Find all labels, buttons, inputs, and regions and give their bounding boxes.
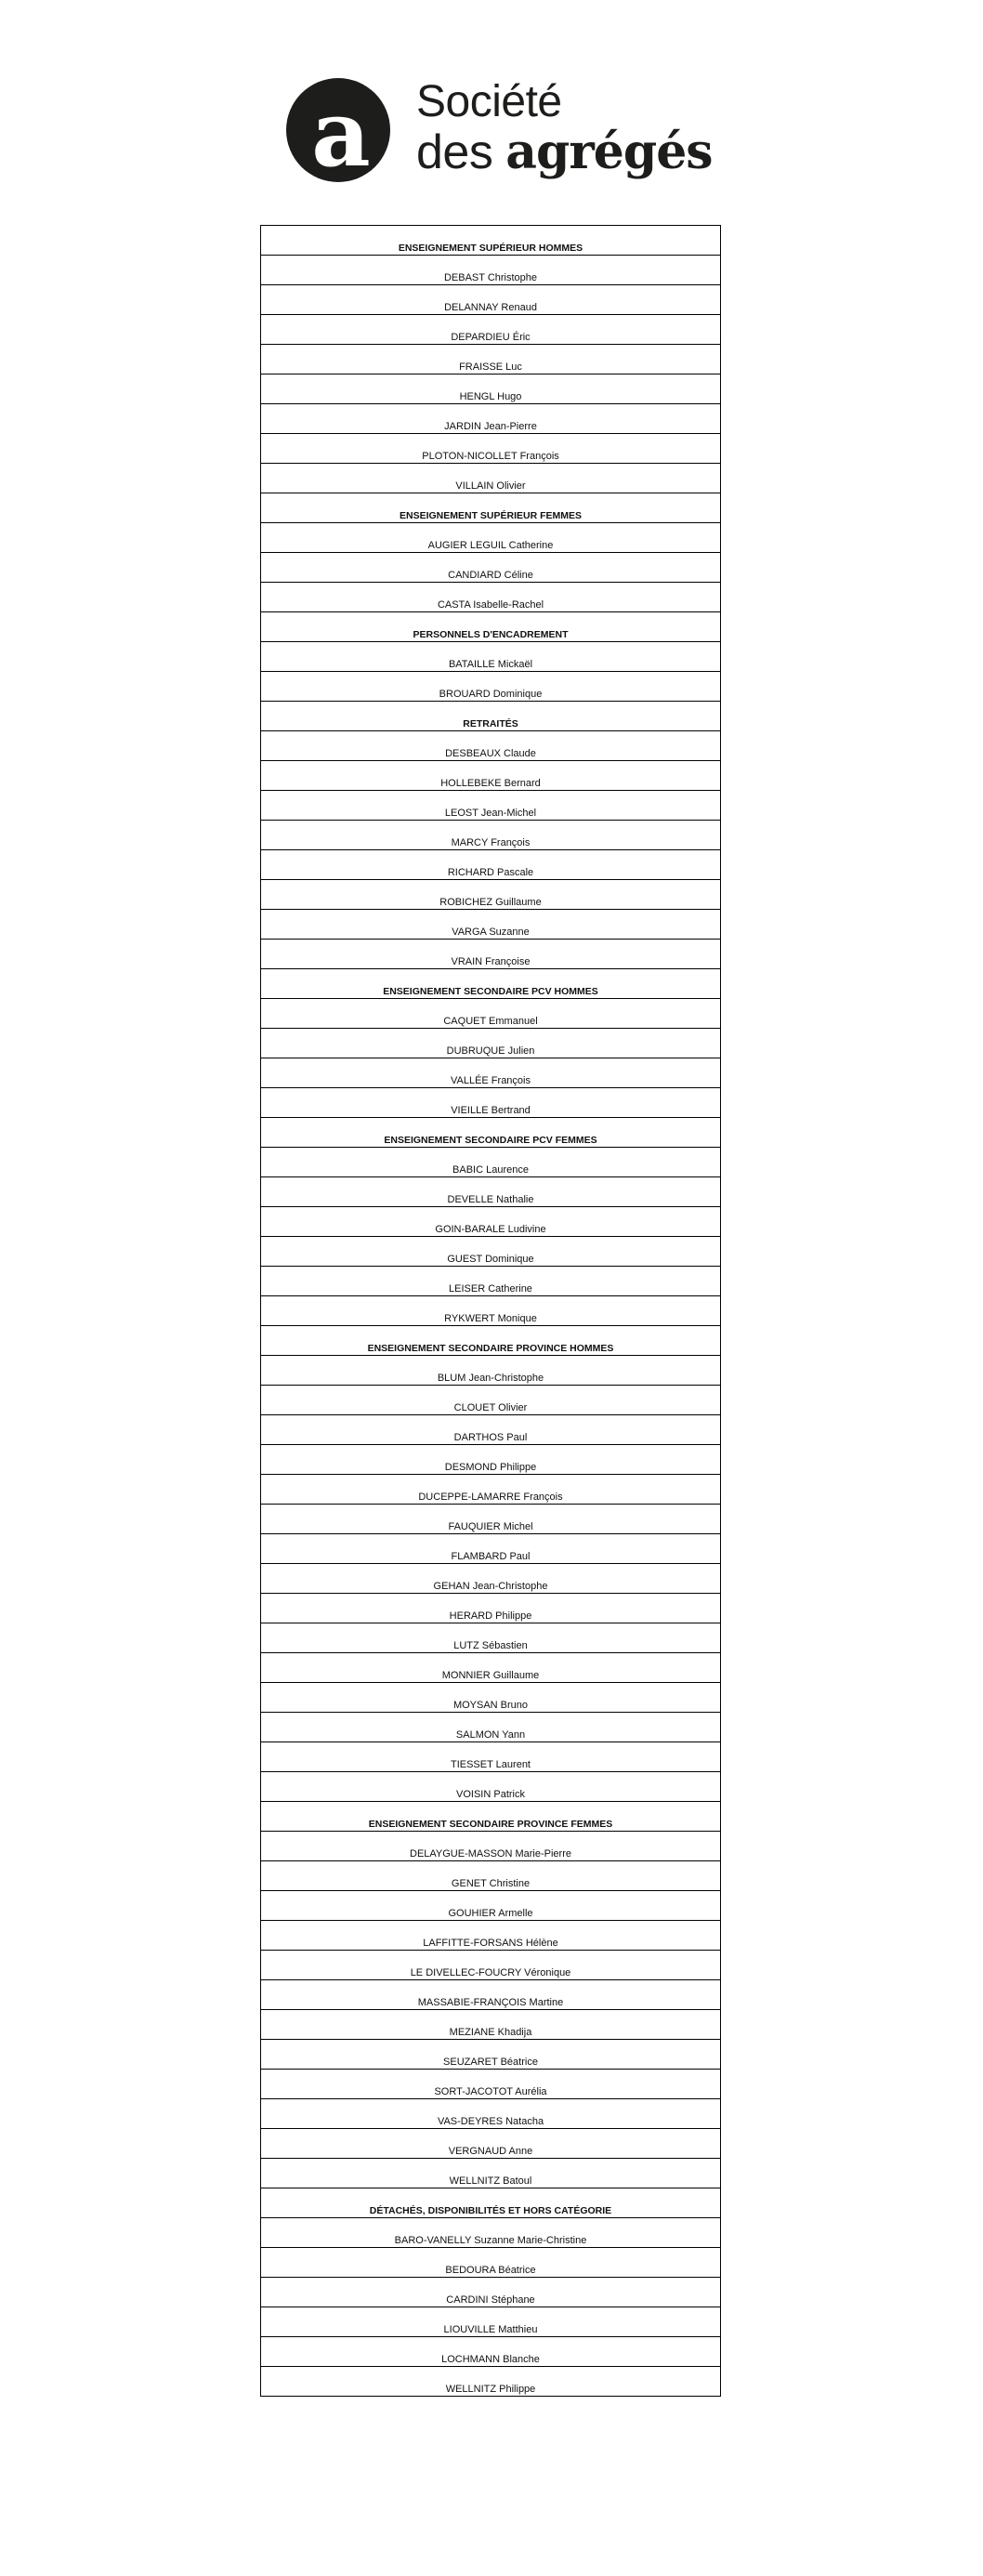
member-name-row: VAS-DEYRES Natacha [261, 2099, 720, 2129]
logo-mark-letter: a [311, 81, 371, 184]
member-name-row: DUBRUQUE Julien [261, 1029, 720, 1058]
member-name-row: DEBAST Christophe [261, 256, 720, 285]
member-name-row: VILLAIN Olivier [261, 464, 720, 493]
member-name-row: JARDIN Jean-Pierre [261, 404, 720, 434]
member-name-row: VRAIN Françoise [261, 940, 720, 969]
member-name-row: BROUARD Dominique [261, 672, 720, 702]
section-heading: ENSEIGNEMENT SECONDAIRE PCV FEMMES [261, 1118, 720, 1148]
logo-line-societe: Société [416, 77, 562, 126]
member-name-row: WELLNITZ Batoul [261, 2159, 720, 2188]
member-name-row: FLAMBARD Paul [261, 1534, 720, 1564]
member-name-row: DELANNAY Renaud [261, 285, 720, 315]
member-name-row: LEOST Jean-Michel [261, 791, 720, 821]
member-name-row: MARCY François [261, 821, 720, 850]
member-name-row: MOYSAN Bruno [261, 1683, 720, 1713]
member-name-row: GUEST Dominique [261, 1237, 720, 1267]
logo-word-des: des [416, 125, 506, 179]
members-list-table [260, 225, 721, 2397]
member-name-row: RICHARD Pascale [261, 850, 720, 880]
member-name-row: VARGA Suzanne [261, 910, 720, 940]
member-name-row: RYKWERT Monique [261, 1296, 720, 1326]
member-name-row: BATAILLE Mickaël [261, 642, 720, 672]
logo-line-des-agreges [416, 124, 713, 180]
member-name-row: CASTA Isabelle-Rachel [261, 583, 720, 612]
member-name-row: HERARD Philippe [261, 1594, 720, 1623]
member-name-row: PLOTON-NICOLLET François [261, 434, 720, 464]
section-heading: ENSEIGNEMENT SUPÉRIEUR FEMMES [261, 493, 720, 523]
member-name-row: DESMOND Philippe [261, 1445, 720, 1475]
member-name-row: LAFFITTE-FORSANS Hélène [261, 1921, 720, 1951]
member-name-row: FRAISSE Luc [261, 345, 720, 375]
member-name-row: BLUM Jean-Christophe [261, 1356, 720, 1386]
member-name-row: CLOUET Olivier [261, 1386, 720, 1415]
member-name-row: VOISIN Patrick [261, 1772, 720, 1802]
member-name-row: LIOUVILLE Matthieu [261, 2307, 720, 2337]
section-heading: ENSEIGNEMENT SUPÉRIEUR HOMMES [261, 226, 720, 256]
member-name-row: TIESSET Laurent [261, 1742, 720, 1772]
member-name-row: DESBEAUX Claude [261, 731, 720, 761]
logo-word-agreges: agrégés [505, 124, 713, 180]
member-name-row: GENET Christine [261, 1861, 720, 1891]
member-name-row: DEPARDIEU Éric [261, 315, 720, 345]
member-name-row: DARTHOS Paul [261, 1415, 720, 1445]
member-name-row: MONNIER Guillaume [261, 1653, 720, 1683]
member-name-row: LOCHMANN Blanche [261, 2337, 720, 2367]
member-name-row: GEHAN Jean-Christophe [261, 1564, 720, 1594]
section-heading: ENSEIGNEMENT SECONDAIRE PROVINCE FEMMES [261, 1802, 720, 1832]
member-name-row: SALMON Yann [261, 1713, 720, 1742]
section-heading: ENSEIGNEMENT SECONDAIRE PROVINCE HOMMES [261, 1326, 720, 1356]
section-heading: PERSONNELS D'ENCADREMENT [261, 612, 720, 642]
member-name-row: SORT-JACOTOT Aurélia [261, 2070, 720, 2099]
section-heading: ENSEIGNEMENT SECONDAIRE PCV HOMMES [261, 969, 720, 999]
section-heading: DÉTACHÉS, DISPONIBILITÉS ET HORS CATÉGORIE [261, 2188, 720, 2218]
member-name-row: MASSABIE-FRANÇOIS Martine [261, 1980, 720, 2010]
member-name-row: FAUQUIER Michel [261, 1505, 720, 1534]
member-name-row: DELAYGUE-MASSON Marie-Pierre [261, 1832, 720, 1861]
member-name-row: DUCEPPE-LAMARRE François [261, 1475, 720, 1505]
member-name-row: ROBICHEZ Guillaume [261, 880, 720, 910]
member-name-row: SEUZARET Béatrice [261, 2040, 720, 2070]
member-name-row: AUGIER LEGUIL Catherine [261, 523, 720, 553]
logo-wordmark [416, 77, 713, 180]
member-name-row: VALLÉE François [261, 1058, 720, 1088]
member-name-row: GOUHIER Armelle [261, 1891, 720, 1921]
section-heading: RETRAITÉS [261, 702, 720, 731]
member-name-row: CAQUET Emmanuel [261, 999, 720, 1029]
member-name-row: CANDIARD Céline [261, 553, 720, 583]
member-name-row: LEISER Catherine [261, 1267, 720, 1296]
member-name-row: MEZIANE Khadija [261, 2010, 720, 2040]
member-name-row: GOIN-BARALE Ludivine [261, 1207, 720, 1237]
societe-des-agreges-logo [284, 65, 712, 195]
member-name-row: BABIC Laurence [261, 1148, 720, 1177]
member-name-row: VERGNAUD Anne [261, 2129, 720, 2159]
member-name-row: HOLLEBEKE Bernard [261, 761, 720, 791]
member-name-row: CARDINI Stéphane [261, 2278, 720, 2307]
member-name-row: WELLNITZ Philippe [261, 2367, 720, 2397]
member-name-row: BEDOURA Béatrice [261, 2248, 720, 2278]
member-name-row: BARO-VANELLY Suzanne Marie-Christine [261, 2218, 720, 2248]
member-name-row: LUTZ Sébastien [261, 1623, 720, 1653]
member-name-row: HENGL Hugo [261, 375, 720, 404]
member-name-row: DEVELLE Nathalie [261, 1177, 720, 1207]
agreges-a-logo-icon [284, 76, 392, 184]
member-name-row: LE DIVELLEC-FOUCRY Véronique [261, 1951, 720, 1980]
member-name-row: VIEILLE Bertrand [261, 1088, 720, 1118]
